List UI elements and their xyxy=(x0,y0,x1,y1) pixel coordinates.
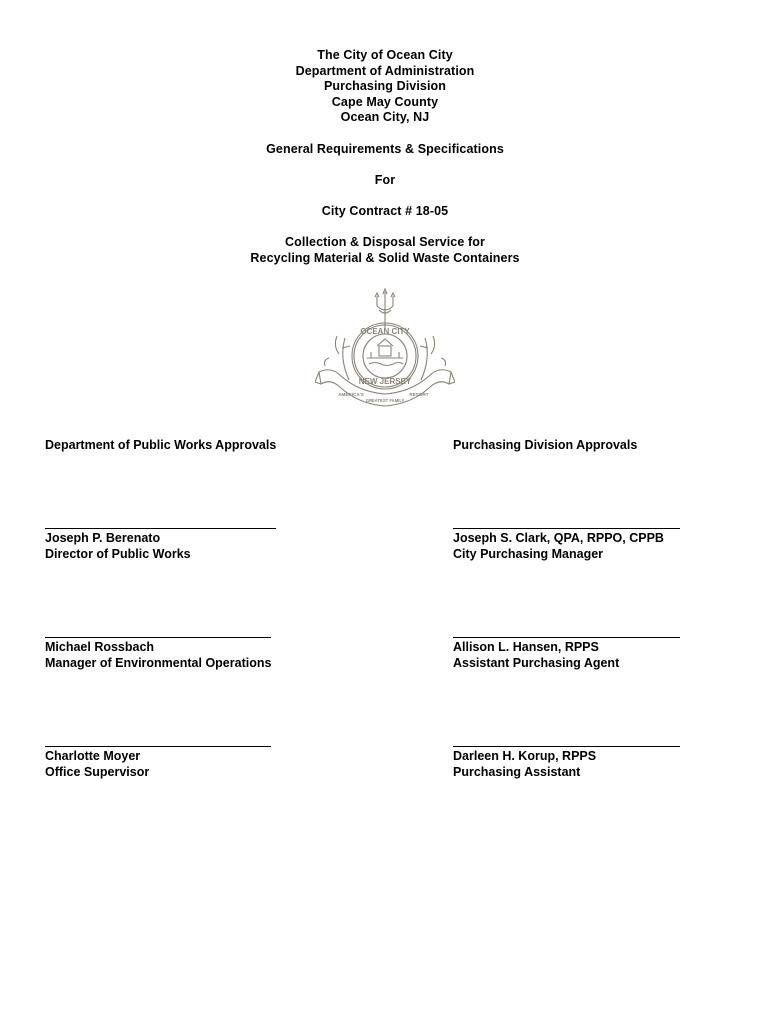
signature-line xyxy=(453,637,680,638)
seal-ribbon-mid: GREATEST FAMILY xyxy=(365,398,405,403)
signatory-name: Joseph S. Clark, QPA, RPPO, CPPB xyxy=(453,531,664,545)
document-title: General Requirements & Specifications xyxy=(266,142,504,156)
signatory-title: Assistant Purchasing Agent xyxy=(453,656,620,670)
public-works-approvals-heading: Department of Public Works Approvals xyxy=(45,438,277,452)
contract-number: City Contract # 18-05 xyxy=(321,204,449,218)
signatory-title: City Purchasing Manager xyxy=(453,547,604,561)
seal-ribbon-left: AMERICA'S xyxy=(338,392,364,397)
signatory-name: Michael Rossbach xyxy=(45,640,155,654)
signatory-name: Allison L. Hansen, RPPS xyxy=(453,640,599,654)
for-label: For xyxy=(374,173,396,187)
signatory-title: Office Supervisor xyxy=(45,765,150,779)
subject-line-1: Collection & Disposal Service for xyxy=(285,235,485,249)
signature-line xyxy=(453,528,680,529)
signatory-title: Purchasing Assistant xyxy=(453,765,581,779)
seal-name-top: OCEAN CITY xyxy=(360,327,410,336)
subject-line-2: Recycling Material & Solid Waste Containers xyxy=(250,251,520,265)
purchasing-approvals-heading: Purchasing Division Approvals xyxy=(453,438,638,452)
signatory-name: Charlotte Moyer xyxy=(45,749,141,763)
signatory-title: Manager of Environmental Operations xyxy=(45,656,272,670)
seal-ribbon-right: RESORT xyxy=(409,392,429,397)
signature-line xyxy=(45,746,271,747)
signature-line xyxy=(45,528,276,529)
department-name: Department of Administration xyxy=(295,64,475,78)
city-seal-logo xyxy=(315,288,455,414)
division-name: Purchasing Division xyxy=(323,79,447,93)
city-state: Ocean City, NJ xyxy=(340,110,430,124)
signatory-title: Director of Public Works xyxy=(45,547,191,561)
signatory-name: Darleen H. Korup, RPPS xyxy=(453,749,597,763)
signature-line xyxy=(453,746,680,747)
seal-name-bottom: NEW JERSEY xyxy=(358,377,412,386)
county-name: Cape May County xyxy=(331,95,439,109)
signature-line xyxy=(45,637,271,638)
signatory-name: Joseph P. Berenato xyxy=(45,531,161,545)
city-name: The City of Ocean City xyxy=(317,48,453,62)
